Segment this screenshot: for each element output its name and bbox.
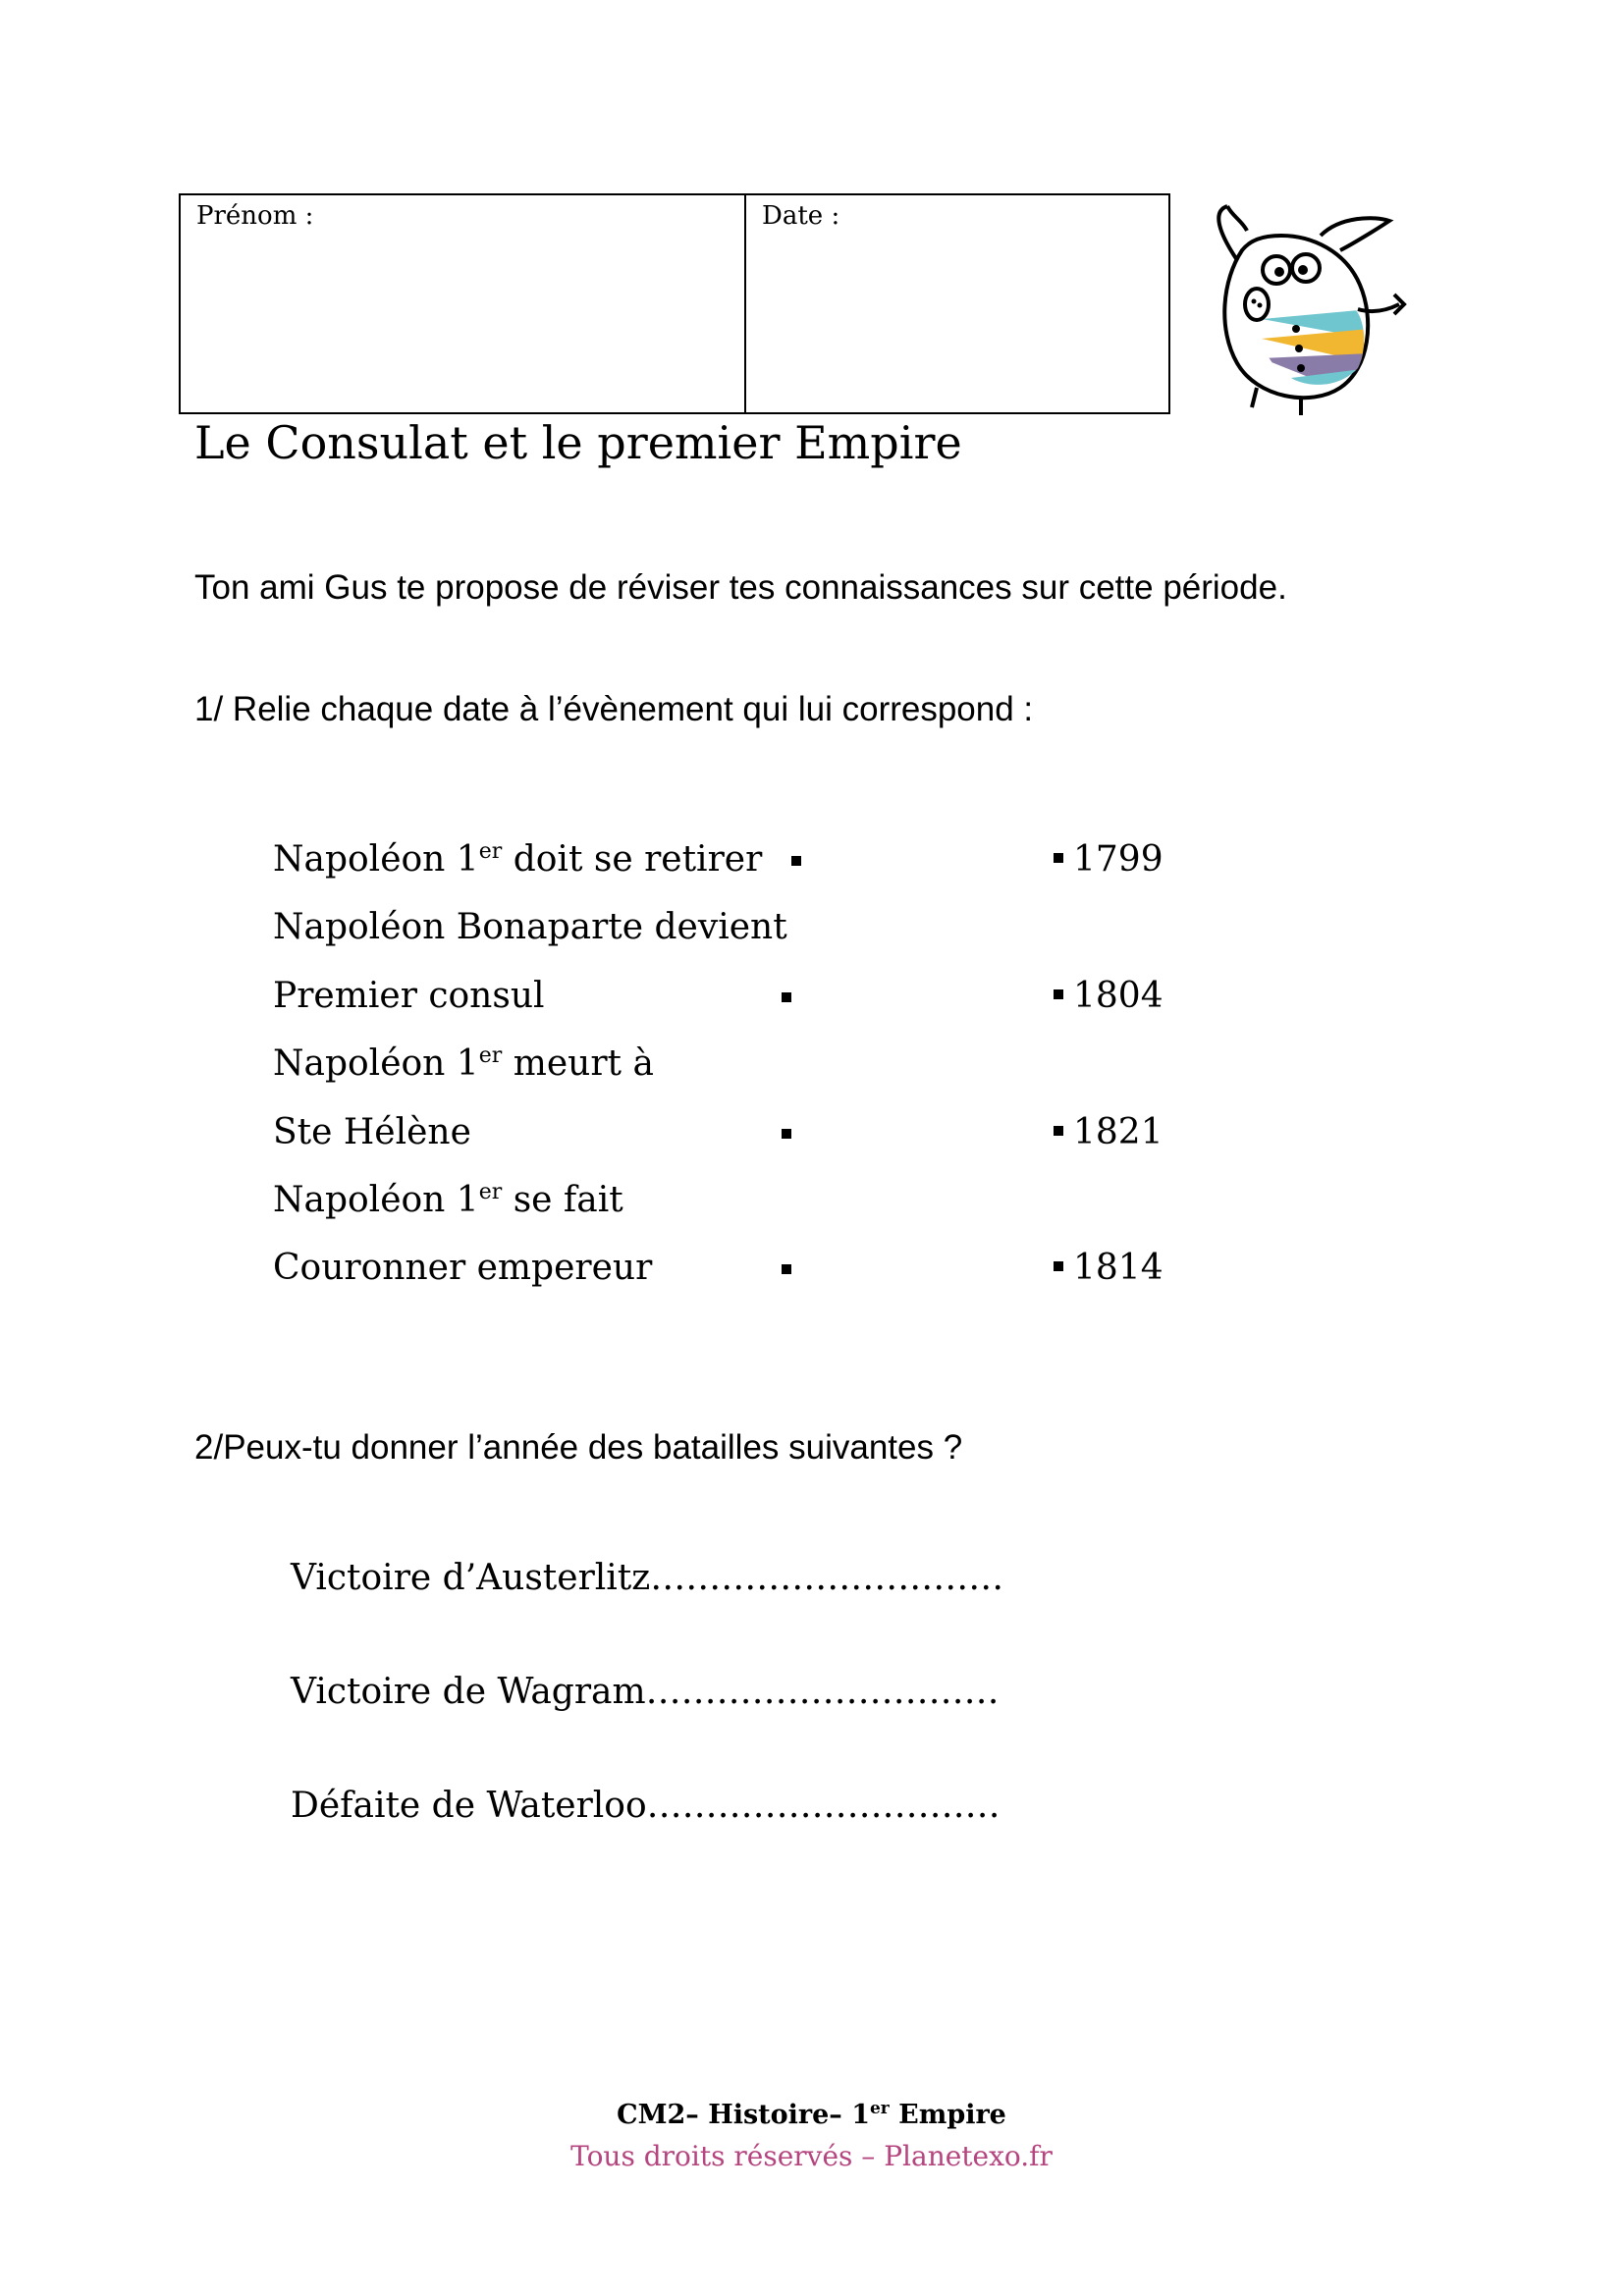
event-4-connector-dot[interactable] (782, 1264, 791, 1274)
date-connector-dot[interactable] (1054, 1261, 1063, 1271)
event-2-line-1: Napoléon Bonaparte devient (273, 907, 787, 947)
name-date-box (179, 193, 1170, 414)
date-label: Date : (762, 201, 840, 231)
prenom-label: Prénom : (196, 201, 314, 231)
event-2-connector-dot[interactable] (782, 992, 791, 1002)
footer-subject: CM2– Histoire– 1er Empire (617, 2099, 1006, 2130)
battle-waterloo[interactable]: Défaite de Waterloo………………………… (291, 1786, 1001, 1826)
event-3-line-1: Napoléon 1er meurt à (273, 1043, 654, 1084)
date-item-1814[interactable]: 1814 (1054, 1248, 1163, 1288)
date-item-1821[interactable]: 1821 (1054, 1112, 1163, 1152)
event-1-line-1: Napoléon 1er doit se retirer (273, 839, 763, 880)
event-3-connector-dot[interactable] (782, 1129, 791, 1139)
date-connector-dot[interactable] (1054, 1126, 1063, 1136)
battle-wagram[interactable]: Victoire de Wagram………………………… (291, 1672, 1000, 1712)
question-1-label: 1/ Relie chaque date à l’évènement qui lui correspond : (194, 690, 1034, 728)
question-2-label: 2/Peux-tu donner l’année des batailles suivantes ? (194, 1428, 963, 1467)
event-4-line-2: Couronner empereur (273, 1248, 653, 1288)
date-item-1804[interactable]: 1804 (1054, 976, 1163, 1016)
date-connector-dot[interactable] (1054, 989, 1063, 999)
header-divider (744, 195, 746, 412)
event-1-connector-dot[interactable] (791, 856, 801, 866)
intro-text: Ton ami Gus te propose de réviser tes connaissances sur cette période. (194, 568, 1287, 607)
date-item-1799[interactable]: 1799 (1054, 839, 1163, 880)
battle-austerlitz[interactable]: Victoire d’Austerlitz………………………… (291, 1558, 1004, 1598)
date-connector-dot[interactable] (1054, 853, 1063, 863)
event-4-line-1: Napoléon 1er se fait (273, 1180, 623, 1220)
footer-copyright: Tous droits réservés – Planetexo.fr (570, 2140, 1053, 2172)
event-3-line-2: Ste Hélène (273, 1112, 471, 1152)
worksheet-title: Le Consulat et le premier Empire (194, 416, 962, 469)
gus-mascot-illustration (1203, 191, 1419, 417)
event-2-line-2: Premier consul (273, 976, 545, 1016)
